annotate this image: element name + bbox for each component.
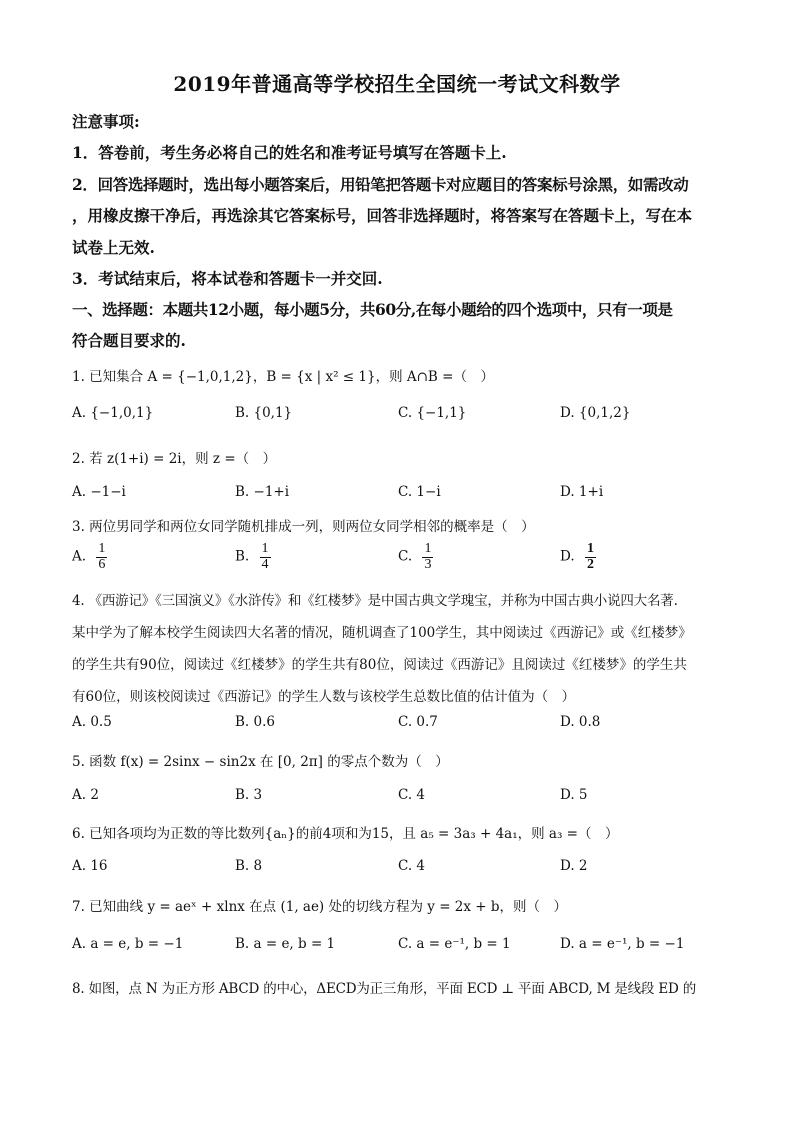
denominator: 3 <box>424 556 432 572</box>
q3-option-a <box>72 542 107 572</box>
question-4-line-4: 有60位，则该校阅读过《西游记》的学生人数与该校学生总数比值的估计值为（ ） <box>72 689 576 705</box>
q7-option-b: B. a = e, b = 1 <box>235 936 336 952</box>
q3-option-d <box>560 542 596 572</box>
q7-option-c: C. a = e⁻¹, b = 1 <box>398 936 511 952</box>
q4-option-a: A. 0.5 <box>72 714 112 730</box>
q5-option-c: C. 4 <box>398 787 426 803</box>
denominator: 4 <box>261 556 269 572</box>
section-1-heading-cont: 符合题目要求的. <box>72 331 186 350</box>
q1-option-c: C. {−1,1} <box>398 405 467 421</box>
q2-option-c: C. 1−i <box>398 484 441 500</box>
question-4-line-1: 4. 《西游记》《三国演义》《水浒传》和《红楼梦》是中国古典文学瑰宝，并称为中国古典小说四大名著. <box>72 593 678 609</box>
q4-option-b: B. 0.6 <box>235 714 275 730</box>
page-title: 2019年普通高等学校招生全国统一考试文科数学 <box>173 72 621 96</box>
q6-option-b: B. 8 <box>235 858 263 874</box>
numerator: 1 <box>586 541 594 556</box>
question-7: 7. 已知曲线 y = aeˣ + xlnx 在点 (1, ae) 处的切线方程为 y = 2x + b，则（ ） <box>72 899 568 915</box>
q3-option-a-label: A. <box>72 548 87 565</box>
q7-option-d: D. a = e⁻¹, b = −1 <box>560 936 685 952</box>
q3-option-d-fraction <box>585 542 596 572</box>
question-1: 1. 已知集合 A = {−1,0,1,2}，B = {x | x² ≤ 1}，则 A∩B =（ ） <box>72 369 494 385</box>
notice-item-2-line-1: 2．回答选择题时，选出每小题答案后，用铅笔把答题卡对应题目的答案标号涂黑，如需改动 <box>72 175 689 194</box>
q6-option-c: C. 4 <box>398 858 426 874</box>
question-4-line-3: 的学生共有90位，阅读过《红楼梦》的学生共有80位，阅读过《西游记》且阅读过《红楼梦》的学生共 <box>72 657 687 673</box>
denominator: 2 <box>586 556 594 572</box>
notice-item-3: 3．考试结束后，将本试卷和答题卡一并交回. <box>72 269 383 288</box>
notice-item-2-line-3: 试卷上无效. <box>72 238 155 257</box>
numerator: 1 <box>98 541 106 556</box>
question-6: 6. 已知各项均为正数的等比数列{aₙ}的前4项和为15，且 a₅ = 3a₃ + 4a₁，则 a₃ =（ ） <box>72 826 619 842</box>
q6-option-a: A. 16 <box>72 858 108 874</box>
q1-option-a: A. {−1,0,1} <box>72 405 154 421</box>
notice-item-1: 1．答卷前，考生务必将自己的姓名和准考证号填写在答题卡上. <box>72 143 507 162</box>
q7-option-a: A. a = e, b = −1 <box>72 936 184 952</box>
section-1-heading: 一、选择题：本题共12小题，每小题5分，共60分,在每小题给的四个选项中，只有一项是 <box>72 300 673 319</box>
notice-item-2-line-2: ，用橡皮擦干净后，再选涂其它答案标号，回答非选择题时，将答案写在答题卡上，写在本 <box>72 206 693 225</box>
q3-option-c <box>398 542 433 572</box>
q4-option-d: D. 0.8 <box>560 714 601 730</box>
denominator: 6 <box>98 556 106 572</box>
notice-heading: 注意事项: <box>72 112 140 131</box>
q3-option-b <box>235 542 271 572</box>
q2-option-b: B. −1+i <box>235 484 290 500</box>
q5-option-a: A. 2 <box>72 787 99 803</box>
q5-option-d: D. 5 <box>560 787 588 803</box>
q2-option-d: D. 1+i <box>560 484 604 500</box>
numerator: 1 <box>424 541 432 556</box>
q6-option-d: D. 2 <box>560 858 588 874</box>
question-5: 5. 函数 f(x) = 2sinx − sin2x 在 [0, 2π] 的零点个数为（ ） <box>72 754 449 770</box>
q1-option-b: B. {0,1} <box>235 405 293 421</box>
question-8: 8. 如图，点 N 为正方形 ABCD 的中心，ΔECD为正三角形，平面 ECD ⊥ 平面 ABCD, M 是线段 ED 的 <box>72 981 696 997</box>
numerator: 1 <box>261 541 269 556</box>
q3-option-a-fraction <box>96 542 107 572</box>
q3-option-b-fraction <box>260 542 271 572</box>
question-2: 2. 若 z(1+i) = 2i，则 z =（ ） <box>72 451 277 467</box>
q3-option-c-label: C. <box>398 548 413 565</box>
q1-option-d: D. {0,1,2} <box>560 405 631 421</box>
q3-option-b-label: B. <box>235 548 250 565</box>
q5-option-b: B. 3 <box>235 787 263 803</box>
q3-option-d-label: D. <box>560 548 575 565</box>
question-4-line-2: 某中学为了解本校学生阅读四大名著的情况，随机调查了100学生，其中阅读过《西游记》或《红楼梦》 <box>72 625 692 641</box>
q2-option-a: A. −1−i <box>72 484 126 500</box>
question-3: 3. 两位男同学和两位女同学随机排成一列，则两位女同学相邻的概率是（ ） <box>72 519 535 535</box>
q3-option-c-fraction <box>422 542 433 572</box>
q4-option-c: C. 0.7 <box>398 714 438 730</box>
